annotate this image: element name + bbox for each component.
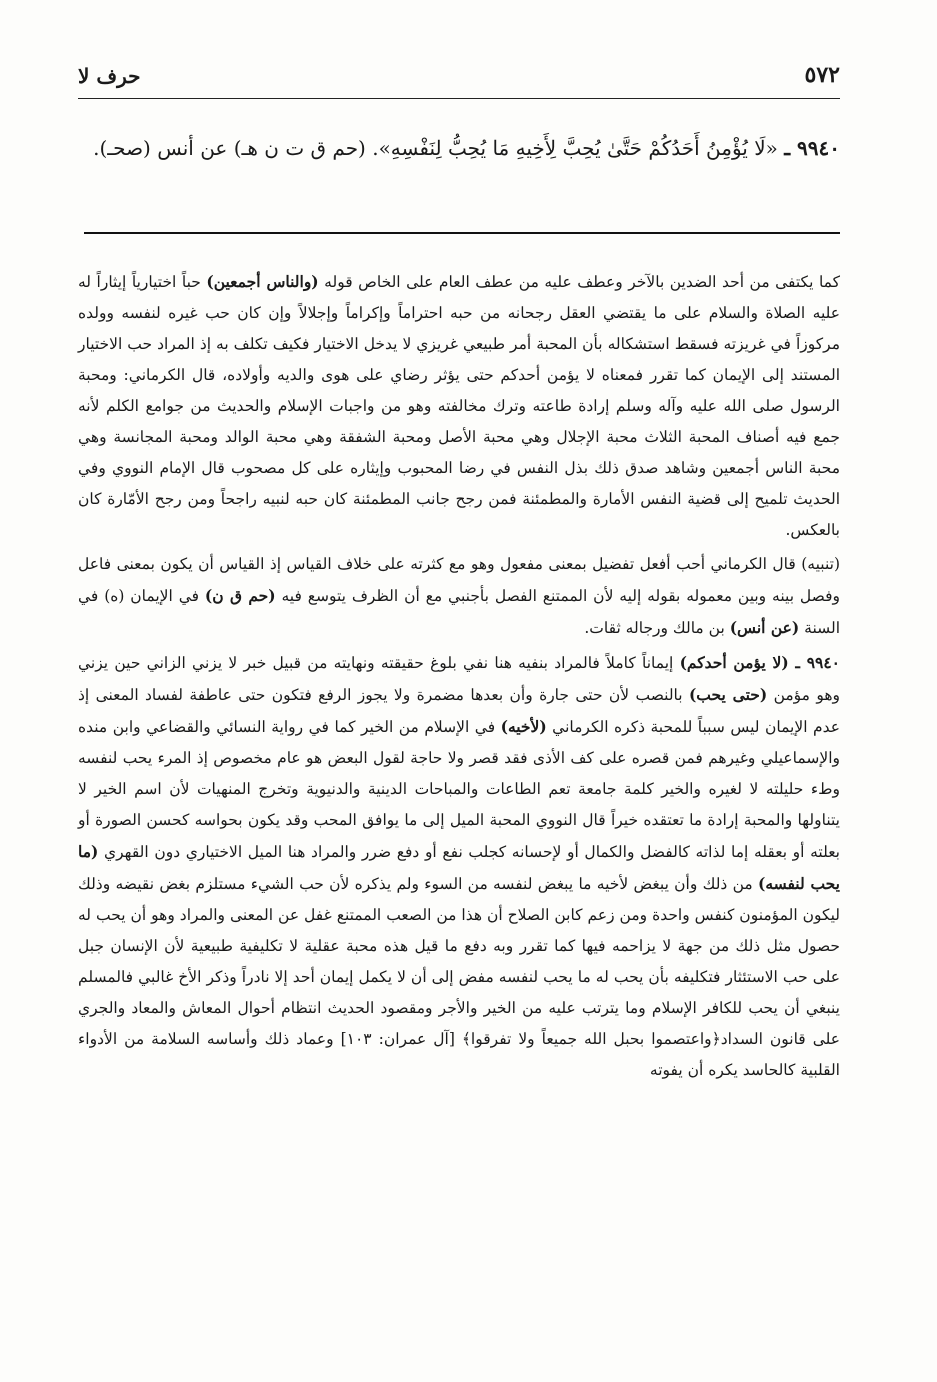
commentary-bold-phrase: (حم ق ن): [204, 586, 276, 605]
commentary-text: حباً اختيارياً إيثاراً له عليه الصلاة والسلام على ما يقتضي العقل رجحانه من حبه احتراماً وإكراماً وإجلالاً وإن كان حب غيره لنفسه وولده مركوزاً في غريزته فسقط استشكاله بأن المحبة أمر طبيعي غريزي لا يدخل الاختيار فكيف تكلف به إذ المراد حب الاختيار المستند إلى الإيمان كما تقرر فمعناه لا يؤمن أحدكم حتى يؤثر رضاي على هوى والديه وأولاده، قال الكرماني: ومحبة الرسول صلى الله عليه وآله وسلم إرادة طاعته وترك مخالفته وهو من واجبات الإسلام والحديث من جوامع الكلم لأنه جمع فيه أصناف المحبة الثلاث محبة الإجلال وهي محبة الأصل ومحبة الشفقة وهي محبة الوالد ومحبة المجانسة وهي محبة الناس أجمعين وشاهد صدق ذلك بذل النفس في رضا المحبوب وإيثاره على كل مصحوب قال الإمام النووي وفي الحديث تلميح إلى قضية النفس الأمارة والمطمئنة فمن رجح جانب المطمئنة كان حبه لنبيه راجحاً ومن رجح الأمّارة كان بالعكس.: [78, 273, 840, 539]
commentary-text: في الإيمان (ه) في السنة: [78, 587, 840, 637]
commentary-text: كما يكتفى من أحد الضدين بالآخر وعطف عليه من عطف العام على الخاص قوله: [324, 273, 841, 291]
page-number: ٥٧٢: [804, 62, 840, 88]
commentary-bold-phrase: (والناس أجمعين): [206, 272, 319, 291]
commentary-bold-phrase: (لأخيه): [500, 717, 547, 736]
commentary-bold-phrase: (عن أنس): [729, 618, 800, 637]
commentary-lead: ٩٩٤٠ ـ (لا يؤمن أحدكم): [679, 653, 840, 672]
page-header: [78, 58, 840, 99]
commentary-text: إيماناً كاملاً فالمراد بنفيه هنا نفي بلوغ حقيقته ونهايته من قبيل خبر لا يزني الزاني حين يزني وهو مؤمن: [78, 654, 841, 704]
commentary-text: بالنصب لأن حتى جارة وأن بعدها مضمرة ولا يجوز الرفع فتكون حتى عاطفة لفساد المعنى إذ عدم الإيمان ليس سبباً للمحبة ذكره الكرماني: [78, 686, 840, 736]
commentary-bold-phrase: (ما يحب لنفسه): [78, 842, 840, 893]
commentary-text: (تنبيه) قال الكرماني أحب أفعل تفضيل بمعنى مفعول وهو مع كثرته على خلاف القياس إذ القياس أن يكون بمعنى فاعل وفصل بينه وبين معموله بقوله إليه لأن الممتنع الفصل بأجنبي مع أن الظرف يتوسع فيه: [78, 555, 840, 605]
section-divider: [84, 232, 840, 234]
commentary-paragraph: [78, 266, 840, 546]
hadith-number: ٩٩٤٠ ـ: [784, 136, 840, 160]
commentary-text: من ذلك وأن يبغض لأخيه ما يبغض لنفسه من السوء ولم يذكره لأن حب الشيء مستلزم بغض نقيضه وذلك ليكون المؤمنون كنفس واحدة ومن زعم كابن الصلاح أن هذا من الصعب الممتنع غفل عن المعنى والمراد وهو أن يحب له حصول مثل ذلك من جهة لا يزاحمه فيها كما تقرر وبه دفع ما قيل هذه محبة عقلية لا تكليفية طبيعية لأن الإنسان جبل على حب الاستئثار فتكليفه بأن يحب له ما يحب لنفسه مفض إلى أن لا يكمل إيمان أحد إلا نادراً وذكر الأخ غالبي فالمسلم ينبغي أن يحب للكافر الإسلام وما يترتب عليه من الخير والأجر ومقصود الحديث انتظام أحوال المعاش والمعاد والجري على قانون السداد﴿واعتصموا بحبل الله جميعاً ولا تفرقوا﴾ [آل عمران: ١٠٣] وعماد ذلك وأساسه السلامة من الأدواء القلبية كالحاسد يكره أن يفوته: [78, 875, 840, 1079]
commentary-text: في الإسلام من الخير كما في رواية النسائي والقضاعي وابن منده والإسماعيلي وغيرهم فمن قصره على كف الأذى فقد قصر ولا حاجة لقول البعض هو عام مخصوص إذ المرء يحب لنفسه وطء حليلته لا لغيره والخير كلمة جامعة تعم الطاعات والمباحات الدينية والدنيوية وتخرج المنهيات لأن اسم الخير لا يتناولها والمحبة إرادة ما تعتقده خيراً قال النووي المحبة الميل إلى ما يوافق المحب وقد يكون بحواسه كحسن الصورة أو بعلته أو بعقله إما لذاته كالفضل والكمال أو لإحسانه كجلب نفع أو دفع ضرر والمراد هنا الميل الاختياري دون القهري: [78, 718, 840, 861]
hadith-body: «لَا يُؤْمِنُ أَحَدُكُمْ حَتَّىٰ يُحِبَّ لِأَخِيهِ مَا يُحِبُّ لِنَفْسِهِ». (حم ق ت ن هـ) عن أنس (صحـ).: [93, 136, 778, 160]
commentary-text: بن مالك ورجاله ثقات.: [584, 619, 725, 637]
chapter-title: حرف لا: [78, 64, 141, 88]
commentary-paragraph: [78, 647, 840, 1086]
commentary-paragraph: [78, 549, 840, 644]
hadith-text: [78, 128, 840, 168]
commentary: [78, 266, 840, 1089]
commentary-bold-phrase: (حتى يحب): [688, 685, 768, 704]
